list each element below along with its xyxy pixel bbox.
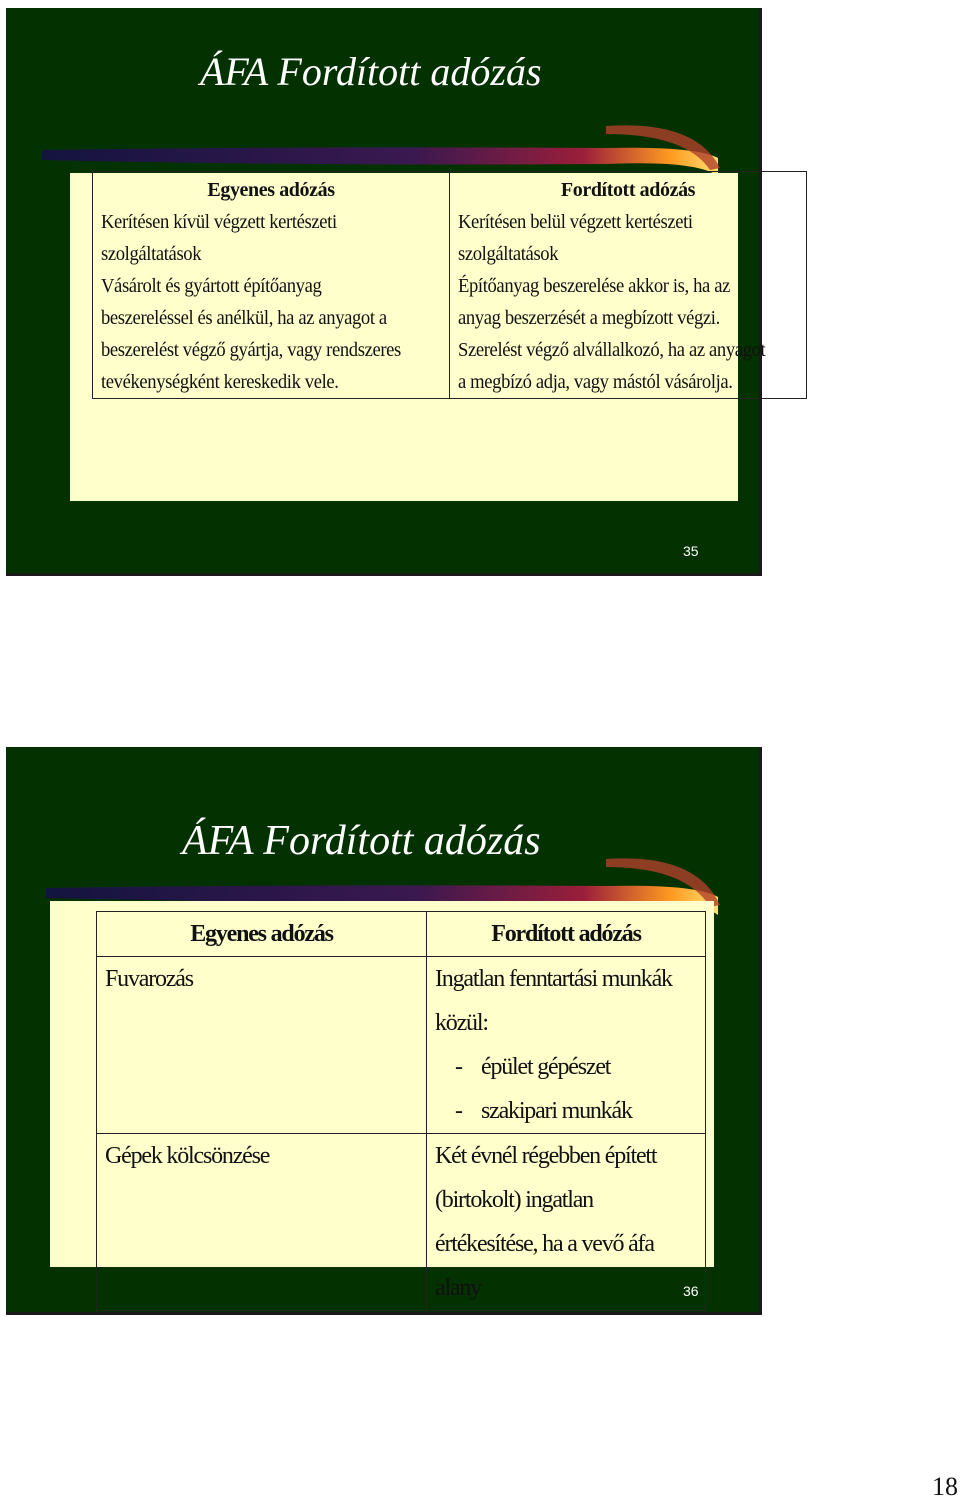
slide-title: ÁFA Fordított adózás [200, 49, 542, 94]
list-item: Vásárolt és gyártott építőanyag beszereléssel és anélkül, ha az anyagot a beszerelést végző gyártja, vagy rendszeres tevékenységként kereskedik vele. [101, 275, 401, 393]
list-item: Kerítésen kívül végzett kertészeti szolgáltatások [101, 211, 337, 265]
list-item: Szerelést végző alvállalkozó, ha az anyagot a megbízó adja, vagy mástól vásárolja. [458, 339, 766, 393]
slide-36 [6, 747, 762, 1315]
column-header-reverse: Fordított adózás [560, 179, 696, 201]
document-page-number: 18 [932, 1472, 958, 1501]
list-item: - szakipari munkák [455, 1098, 632, 1124]
column-header-direct-cell [97, 912, 427, 957]
table-cell [427, 957, 706, 1134]
column-header-direct: Egyenes adózás [207, 179, 335, 201]
comparison-table [92, 171, 807, 399]
comparison-table [96, 911, 706, 1311]
reverse-charge-cell [450, 172, 807, 399]
cell-text: Két évnél régebben épített (birtokolt) ingatlan értékesítése, ha a vevő áfa alany [435, 1143, 657, 1301]
list-item: Kerítésen belül végzett kertészeti szolgáltatások [458, 211, 693, 265]
table-cell [97, 1134, 427, 1311]
slide-title: ÁFA Fordított adózás [182, 818, 541, 864]
table-cell [97, 957, 427, 1134]
content-panel [70, 173, 766, 501]
table-cell [427, 1134, 706, 1311]
list-item: Építőanyag beszerelése akkor is, ha az anyag beszerzését a megbízott végzi. [458, 275, 730, 329]
cell-text: Gépek kölcsönzése [105, 1143, 270, 1169]
list-item: - épület gépészet [455, 1054, 611, 1080]
slide-35 [6, 8, 766, 576]
column-header-direct: Egyenes adózás [190, 921, 333, 947]
cell-text: Ingatlan fenntartási munkák közül: [435, 966, 672, 1036]
slide-page-number: 36 [683, 1283, 699, 1299]
column-header-reverse: Fordított adózás [491, 921, 641, 947]
slide-page-number: 35 [683, 543, 699, 559]
column-header-reverse-cell [427, 912, 706, 957]
direct-taxation-cell [93, 172, 450, 399]
table-row [97, 957, 706, 1134]
cell-text: Fuvarozás [105, 966, 193, 992]
table-row [97, 1134, 706, 1311]
